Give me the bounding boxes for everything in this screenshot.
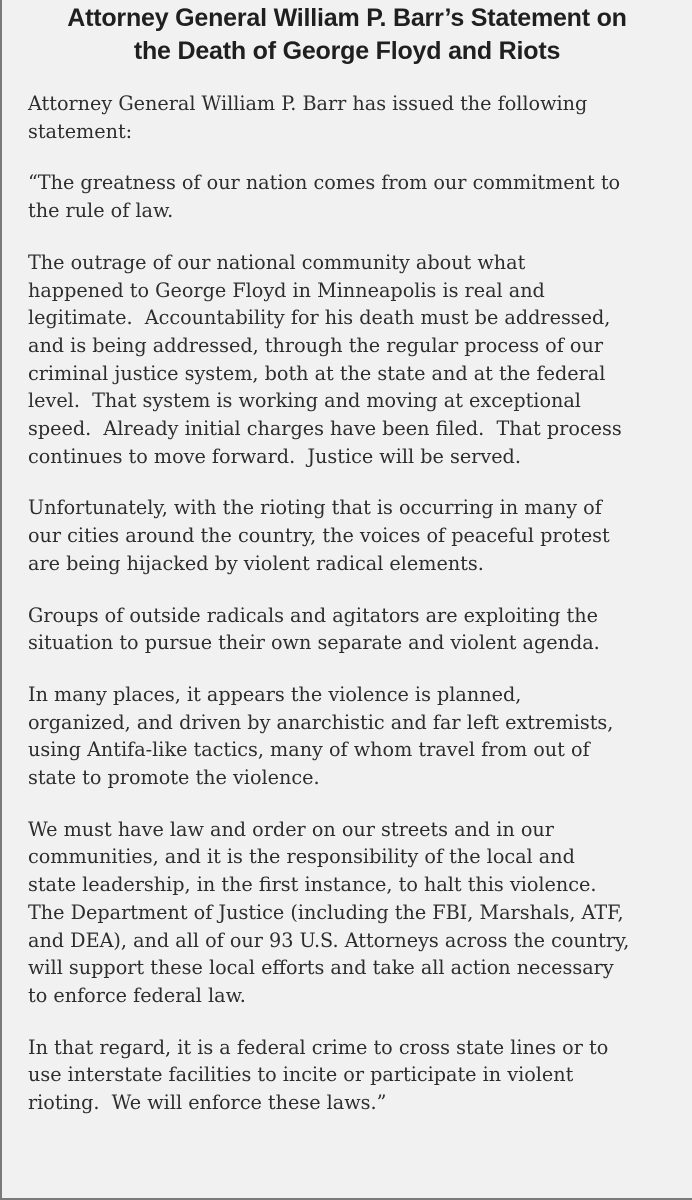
page-title	[12, 2, 682, 68]
paragraph-line: rioting. We will enforce these laws.”	[28, 1091, 387, 1115]
paragraph-line: state to promote the violence.	[28, 766, 320, 790]
paragraph-line: speed. Already initial charges have been filed. That process	[28, 417, 622, 441]
paragraph-line: In that regard, it is a federal crime to cross state lines or to	[28, 1035, 609, 1059]
paragraph-line: The Department of Justice (including the FBI, Marshals, ATF,	[28, 900, 624, 924]
paragraph-line: to enforce federal law.	[28, 983, 246, 1007]
paragraph-line: criminal justice system, both at the state and at the federal	[28, 361, 606, 385]
paragraph-line: state leadership, in the first instance, to halt this violence.	[28, 873, 597, 897]
paragraph-line: statement:	[28, 119, 133, 143]
paragraph-line: use interstate facilities to incite or participate in violent	[28, 1063, 574, 1087]
statement-paragraph	[28, 249, 676, 471]
statement-paragraph	[28, 169, 676, 224]
paragraph-line: The outrage of our national community about what	[28, 250, 526, 274]
paragraph-line: continues to move forward. Justice will be served.	[28, 444, 521, 468]
paragraph-line: situation to pursue their own separate and violent agenda.	[28, 631, 600, 655]
paragraph-line: communities, and it is the responsibility of the local and	[28, 845, 575, 869]
paragraph-line: Unfortunately, with the rioting that is occurring in many of	[28, 496, 602, 520]
paragraph-line: Groups of outside radicals and agitators are exploiting the	[28, 603, 598, 627]
paragraph-line: Attorney General William P. Barr has issued the following	[28, 92, 588, 115]
paragraph-line: are being hijacked by violent radical elements.	[28, 551, 484, 575]
title-line-1: Attorney General William P. Barr’s Statement on	[67, 4, 627, 32]
paragraph-line: and DEA), and all of our 93 U.S. Attorneys across the country,	[28, 928, 630, 952]
paragraph-line: will support these local efforts and take all action necessary	[28, 956, 614, 980]
paragraph-line: level. That system is working and moving at exceptional	[28, 389, 581, 413]
paragraph-line: We must have law and order on our streets and in our	[28, 817, 554, 841]
statement-paragraph	[28, 494, 676, 577]
statement-body	[28, 90, 676, 1141]
paragraph-line: using Antifa-like tactics, many of whom travel from out of	[28, 738, 590, 762]
paragraph-line: In many places, it appears the violence is planned,	[28, 682, 522, 706]
paragraph-line: and is being addressed, through the regular process of our	[28, 333, 603, 357]
statement-paragraph	[28, 602, 676, 657]
title-line-2: the Death of George Floyd and Riots	[133, 37, 561, 65]
statement-paragraph	[28, 681, 676, 792]
statement-paragraph	[28, 816, 676, 1010]
statement-paragraph	[28, 90, 676, 145]
statement-paragraph	[28, 1034, 676, 1117]
paragraph-line: organized, and driven by anarchistic and far left extremists,	[28, 710, 614, 734]
paragraph-line: happened to George Floyd in Minneapolis is real and	[28, 278, 545, 302]
paragraph-line: legitimate. Accountability for his death must be addressed,	[28, 306, 611, 330]
paragraph-line: the rule of law.	[28, 199, 174, 223]
paragraph-line: “The greatness of our nation comes from our commitment to	[28, 171, 621, 195]
paragraph-line: our cities around the country, the voices of peaceful protest	[28, 524, 610, 548]
